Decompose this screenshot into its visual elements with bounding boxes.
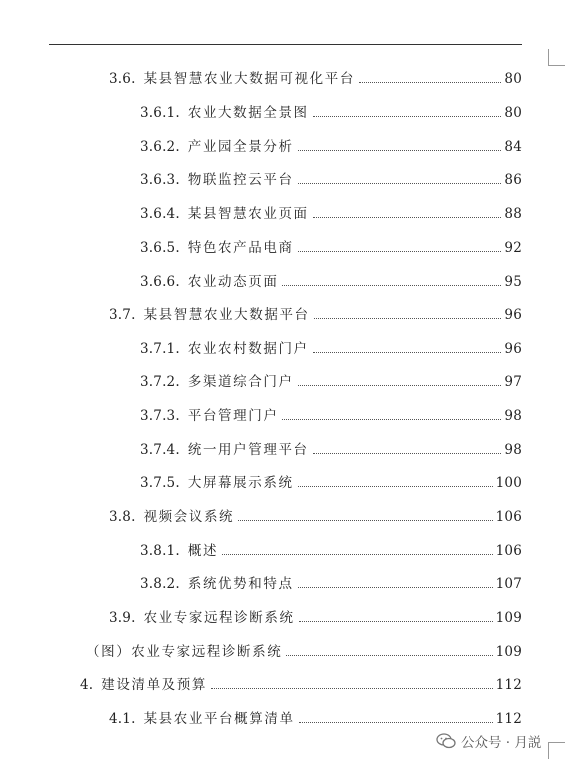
toc-dot-leader — [282, 285, 501, 286]
toc-entry-page-number: 109 — [495, 610, 522, 626]
watermark-text: 公众号 · 月説 — [461, 735, 542, 751]
toc-entry[interactable] — [86, 640, 522, 660]
toc-dot-leader — [238, 520, 492, 521]
toc-entry[interactable] — [140, 135, 522, 155]
toc-entry[interactable] — [109, 606, 522, 626]
toc-entry-page-number: 84 — [504, 139, 522, 155]
toc-entry[interactable] — [140, 539, 522, 559]
toc-entry-title: 建设清单及预算 — [101, 677, 207, 693]
toc-dot-leader — [222, 554, 493, 555]
toc-entry[interactable] — [109, 505, 522, 525]
toc-entry-number: 3.6.5. — [140, 240, 180, 256]
toc-entry-number: 3.9. — [109, 610, 136, 626]
toc-dot-leader — [313, 453, 502, 454]
toc-entry[interactable] — [140, 471, 522, 491]
toc-entry[interactable] — [140, 101, 522, 121]
toc-entry[interactable] — [140, 270, 522, 290]
toc-entry-number: 3.7. — [109, 307, 136, 323]
toc-entry[interactable] — [109, 303, 522, 323]
toc-entry-page-number: 80 — [504, 71, 522, 87]
margin-corner-mark-top — [548, 49, 565, 66]
toc-entry-page-number: 86 — [504, 172, 522, 188]
toc-entry-page-number: 88 — [504, 206, 522, 222]
watermark — [436, 730, 541, 752]
toc-entry[interactable] — [80, 673, 522, 693]
toc-entry-number: 3.7.4. — [140, 442, 180, 458]
toc-entry-number: 4.1. — [109, 711, 136, 727]
toc-dot-leader — [282, 419, 501, 420]
toc-entry-title: 平台管理门户 — [187, 408, 279, 424]
toc-entry-page-number: 92 — [504, 240, 522, 256]
toc-entry-page-number: 95 — [504, 274, 522, 290]
toc-entry[interactable] — [140, 168, 522, 188]
toc-dot-leader — [314, 318, 502, 319]
toc-entry-title: 视频会议系统 — [143, 509, 235, 525]
margin-corner-mark-bottom — [548, 742, 565, 759]
toc-entry-page-number: 109 — [495, 644, 522, 660]
toc-dot-leader — [359, 82, 501, 83]
toc-entry[interactable] — [140, 404, 522, 424]
toc-entry-number: 3.6.2. — [140, 139, 180, 155]
toc-entry-number: 3.6.3. — [140, 172, 180, 188]
toc-entry-title: 概述 — [187, 543, 219, 559]
toc-entry-title: 某县智慧农业大数据平台 — [143, 307, 310, 323]
toc-entry-number: 3.8. — [109, 509, 136, 525]
toc-entry-page-number: 96 — [504, 341, 522, 357]
toc-entry-page-number: 112 — [495, 711, 522, 727]
toc-dot-leader — [298, 251, 502, 252]
toc-entry-title: 产业园全景分析 — [187, 139, 294, 155]
toc-dot-leader — [313, 116, 502, 117]
toc-entry-title: 某县智慧农业页面 — [187, 206, 309, 222]
toc-entry-title: 农业动态页面 — [187, 274, 279, 290]
toc-dot-leader — [298, 150, 502, 151]
toc-entry-page-number: 106 — [495, 509, 522, 525]
toc-dot-leader — [286, 655, 492, 656]
toc-entry[interactable] — [140, 572, 522, 592]
toc-entry-page-number: 100 — [495, 475, 522, 491]
toc-entry-title: 农业农村数据门户 — [187, 341, 309, 357]
toc-entry-page-number: 98 — [504, 442, 522, 458]
toc-entry[interactable] — [109, 67, 522, 87]
toc-dot-leader — [313, 217, 502, 218]
toc-entry-number: 3.8.1. — [140, 543, 180, 559]
toc-entry-title: 某县智慧农业大数据可视化平台 — [143, 71, 355, 87]
toc-entry-number: 3.7.2. — [140, 374, 180, 390]
toc-entry-page-number: 98 — [504, 408, 522, 424]
toc-entry-title: 系统优势和特点 — [187, 576, 294, 592]
toc-entry-number: 3.7.5. — [140, 475, 180, 491]
toc-dot-leader — [298, 183, 502, 184]
toc-entry[interactable] — [140, 236, 522, 256]
toc-entry-number: 3.7.1. — [140, 341, 180, 357]
toc-entry-number: 3.6. — [109, 71, 136, 87]
toc-entry-page-number: 112 — [495, 677, 522, 693]
toc-entry-title: 农业大数据全景图 — [187, 105, 309, 121]
toc-entry-page-number: 80 — [504, 105, 522, 121]
toc-dot-leader — [298, 587, 493, 588]
toc-entry-number: 3.6.4. — [140, 206, 180, 222]
toc-entry-number: 4. — [80, 677, 94, 693]
toc-entry-page-number: 106 — [495, 543, 522, 559]
toc-dot-leader — [299, 621, 493, 622]
wechat-icon — [436, 733, 456, 749]
toc-entry[interactable] — [109, 707, 522, 727]
toc-entry-title: 多渠道综合门户 — [187, 374, 294, 390]
toc-entry[interactable] — [140, 370, 522, 390]
toc-entry-title: 大屏幕展示系统 — [187, 475, 294, 491]
toc-entry-page-number: 97 — [504, 374, 522, 390]
toc-entry-title: 统一用户管理平台 — [187, 442, 309, 458]
toc-entry-title: （图）农业专家远程诊断系统 — [86, 644, 283, 660]
toc-entry-number: 3.7.3. — [140, 408, 180, 424]
toc-dot-leader — [211, 688, 493, 689]
toc-dot-leader — [298, 385, 502, 386]
toc-entry-page-number: 96 — [504, 307, 522, 323]
header-rule — [49, 44, 522, 45]
toc-entry-title: 特色农产品电商 — [187, 240, 294, 256]
toc-dot-leader — [298, 486, 493, 487]
toc-entry[interactable] — [140, 202, 522, 222]
toc-entry[interactable] — [140, 337, 522, 357]
toc-entry-title: 农业专家远程诊断系统 — [143, 610, 295, 626]
toc-entry-title: 物联监控云平台 — [187, 172, 294, 188]
toc-entry[interactable] — [140, 438, 522, 458]
toc-entry-title: 某县农业平台概算清单 — [143, 711, 295, 727]
toc-entry-page-number: 107 — [495, 576, 522, 592]
toc-entry-number: 3.8.2. — [140, 576, 180, 592]
toc-dot-leader — [299, 722, 493, 723]
toc-entry-number: 3.6.1. — [140, 105, 180, 121]
toc-dot-leader — [313, 352, 502, 353]
toc-entry-number: 3.6.6. — [140, 274, 180, 290]
